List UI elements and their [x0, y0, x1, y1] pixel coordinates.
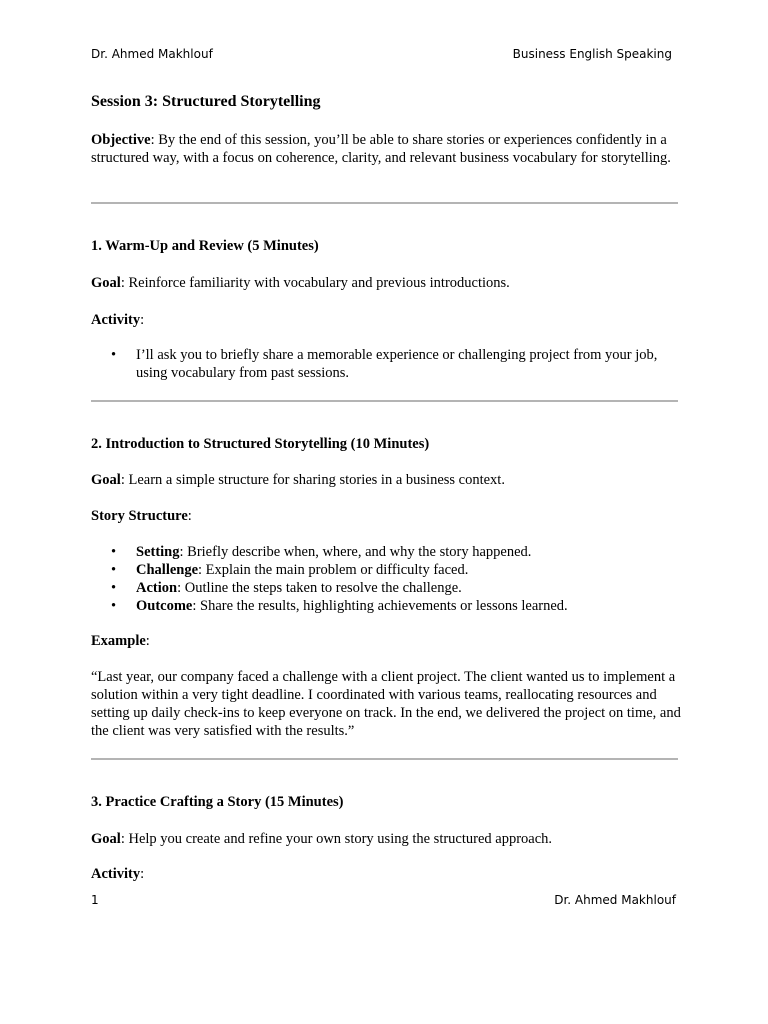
section-2-goal-text: : Learn a simple structure for sharing stories in a business context.	[120, 472, 505, 488]
section-1-activity	[91, 311, 681, 329]
list-item	[91, 561, 681, 579]
section-3-activity-label: Activity	[91, 866, 141, 882]
structure-term-challenge: Challenge	[136, 562, 199, 578]
example-label: Example	[91, 633, 146, 649]
divider-1	[91, 202, 678, 204]
objective-paragraph	[91, 131, 681, 167]
divider-3	[91, 758, 678, 760]
section-1-goal-text: : Reinforce familiarity with vocabulary and previous introductions.	[120, 275, 510, 291]
objective-text: : By the end of this session, you’ll be able to share stories or experiences confidently in a structured way, with a focus on coherence, clarity, and relevant business vocabulary for storytelling.	[91, 132, 671, 166]
section-1-goal	[91, 274, 681, 292]
divider-2	[91, 400, 678, 402]
page-number: 1	[91, 893, 99, 907]
list-item	[91, 597, 681, 615]
section-3-activity-colon: :	[140, 866, 145, 882]
structure-text-setting: : Briefly describe when, where, and why the story happened.	[179, 544, 532, 560]
example-paragraph: “Last year, our company faced a challenge with a client project. The client wanted us to implement a solution within a very tight deadline. I coordinated with various teams, reallocating resources and setting up daily check-ins to keep everyone on track. In the end, we delivered the project on time, and the client was very satisfied with the results.”	[91, 669, 681, 739]
section-1-bullet-list	[91, 346, 681, 382]
structure-text-challenge: : Explain the main problem or difficulty faced.	[198, 562, 469, 578]
section-3-activity	[91, 865, 681, 883]
section-1-activity-colon: :	[140, 312, 145, 328]
structure-term-action: Action	[136, 580, 178, 596]
section-1-heading: 1. Warm-Up and Review (5 Minutes)	[91, 238, 319, 254]
section-2-goal-label: Goal	[91, 472, 121, 488]
section-1-activity-label: Activity	[91, 312, 141, 328]
section-2-heading: 2. Introduction to Structured Storytelling (10 Minutes)	[91, 436, 430, 452]
header-course: Business English Speaking	[512, 47, 672, 61]
structure-term-outcome: Outcome	[136, 598, 193, 614]
footer-author: Dr. Ahmed Makhlouf	[554, 893, 676, 907]
objective-label: Objective	[91, 132, 151, 148]
story-structure-colon: :	[187, 508, 192, 524]
example-label-line	[91, 632, 681, 650]
page-title: Session 3: Structured Storytelling	[91, 93, 321, 110]
list-item: • I’ll ask you to briefly share a memorable experience or challenging project from your job, using vocabulary from past sessions.	[91, 346, 681, 382]
list-item	[91, 579, 681, 597]
list-item	[91, 543, 681, 561]
section-1-goal-label: Goal	[91, 275, 121, 291]
example-colon: :	[145, 633, 150, 649]
section-3-heading: 3. Practice Crafting a Story (15 Minutes)	[91, 794, 344, 810]
section-2-goal	[91, 471, 681, 489]
structure-text-action: : Outline the steps taken to resolve the challenge.	[177, 580, 462, 596]
section-3-goal-text: : Help you create and refine your own story using the structured approach.	[120, 831, 553, 847]
structure-text-outcome: : Share the results, highlighting achievements or lessons learned.	[192, 598, 568, 614]
section-3-goal-label: Goal	[91, 831, 121, 847]
section-3-goal	[91, 830, 681, 848]
header-author: Dr. Ahmed Makhlouf	[91, 47, 213, 61]
story-structure-label-line	[91, 507, 681, 525]
story-structure-label: Story Structure	[91, 508, 188, 524]
structure-term-setting: Setting	[136, 544, 180, 560]
story-structure-list	[91, 543, 681, 615]
